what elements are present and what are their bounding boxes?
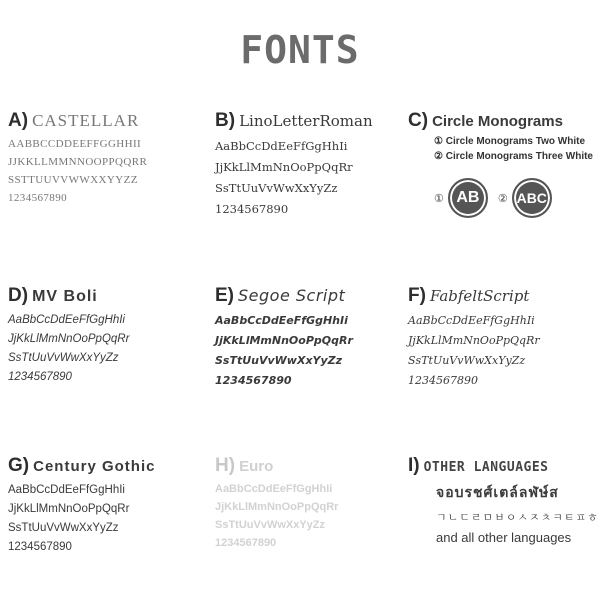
font-name: MV Boli — [32, 288, 98, 305]
number-sample: 1234567890 — [8, 192, 67, 204]
languages-note: and all other languages — [436, 530, 572, 545]
number-sample: 1234567890 — [215, 537, 277, 549]
option-letter: I) — [408, 455, 420, 476]
example-number: ② — [497, 192, 508, 205]
option-letter: F) — [408, 285, 426, 306]
number-sample: 1234567890 — [8, 371, 72, 383]
letter-sample: SsTtUuVvWwXxYyZz — [8, 352, 119, 364]
letter-sample: AaBbCcDdEeFfGgHhIi — [408, 314, 535, 327]
option-letter: E) — [215, 285, 234, 306]
number-sample: 1234567890 — [408, 374, 478, 387]
letter-sample: AaBbCcDdEeFfGgHhIi — [215, 139, 348, 153]
uppercase-sample: JJKKLLMMNNOOPPQQRR — [8, 156, 148, 168]
letter-sample: AaBbCcDdEeFfGgHhIi — [8, 484, 125, 496]
option-letter: B) — [215, 110, 236, 131]
letter-sample: SsTtUuVvWwXxYyZz — [408, 354, 526, 367]
letter-sample: SsTtUuVvWwXxYyZz — [215, 519, 326, 531]
letter-sample: SsTtUuVvWwXxYyZz — [8, 522, 119, 534]
letter-sample: SsTtUuVvWwXxYyZz — [215, 354, 343, 367]
letter-sample: JjKkLlMmNnOoPpQqRr — [8, 503, 130, 515]
font-name: CASTELLAR — [32, 111, 140, 130]
number-sample: 1234567890 — [215, 202, 289, 216]
letter-sample: SsTtUuVvWwXxYyZz — [215, 181, 338, 195]
letter-sample: AaBbCcDdEeFfGgHhIi — [8, 314, 125, 326]
letter-sample: JjKkLlMmNnOoPpQqRr — [408, 334, 540, 347]
monogram-option-three: ② Circle Monograms Three White — [434, 151, 593, 162]
monogram-three-example: ABC — [512, 178, 552, 218]
letter-sample: JjKkLlMmNnOoPpQqRr — [8, 333, 130, 345]
font-name: Circle Monograms — [432, 113, 563, 130]
font-name: LinoLetterRoman — [239, 112, 373, 130]
option-letter: C) — [408, 110, 429, 131]
font-option-segoe-script[interactable] — [215, 285, 405, 387]
font-name: OTHER LANGUAGES — [423, 460, 549, 475]
font-option-euro[interactable] — [215, 455, 405, 549]
letter-sample: JjKkLlMmNnOoPpQqRr — [215, 160, 353, 174]
font-name: Euro — [239, 458, 274, 475]
font-option-century-gothic[interactable] — [8, 455, 198, 553]
font-option-fabfeltscript[interactable] — [408, 285, 598, 387]
page-title: FONTS — [240, 28, 360, 72]
font-option-linoletterroman[interactable] — [215, 110, 405, 216]
option-letter: G) — [8, 455, 30, 476]
uppercase-sample: AABBCCDDEEFFGGHHII — [8, 138, 142, 150]
number-sample: 1234567890 — [8, 541, 72, 553]
letter-sample: JjKkLlMmNnOoPpQqRr — [215, 334, 353, 347]
font-option-mv-boli[interactable] — [8, 285, 198, 383]
font-name: FabfeltScript — [429, 287, 530, 305]
example-number: ① — [434, 192, 444, 205]
monogram-option-two: ① Circle Monograms Two White — [434, 136, 586, 147]
letter-sample: AaBbCcDdEeFfGgHhIi — [215, 483, 333, 495]
font-name: Segoe Script — [238, 286, 346, 305]
letter-sample: AaBbCcDdEeFfGgHhIi — [215, 314, 348, 327]
font-name: Century Gothic — [33, 458, 156, 475]
uppercase-sample: SSTTUUVVWWXXYYZZ — [8, 174, 138, 186]
letter-sample: JjKkLlMmNnOoPpQqRr — [215, 501, 339, 513]
monogram-examples — [434, 178, 598, 218]
font-option-other-languages[interactable] — [408, 455, 598, 545]
number-sample: 1234567890 — [215, 374, 292, 387]
font-option-castellar[interactable] — [8, 110, 198, 204]
font-option-circle-monograms[interactable] — [408, 110, 598, 218]
korean-sample: ㄱㄴㄷㄹㅁㅂㅇㅅㅈㅊㅋㅌㅍㅎ — [436, 512, 599, 524]
option-letter: D) — [8, 285, 29, 306]
option-letter: A) — [8, 110, 29, 131]
thai-sample: จอบรชศ์เตล์ลฬ่ษ์ส — [436, 484, 559, 500]
option-letter: H) — [215, 455, 236, 476]
monogram-two-example: AB — [448, 178, 488, 218]
